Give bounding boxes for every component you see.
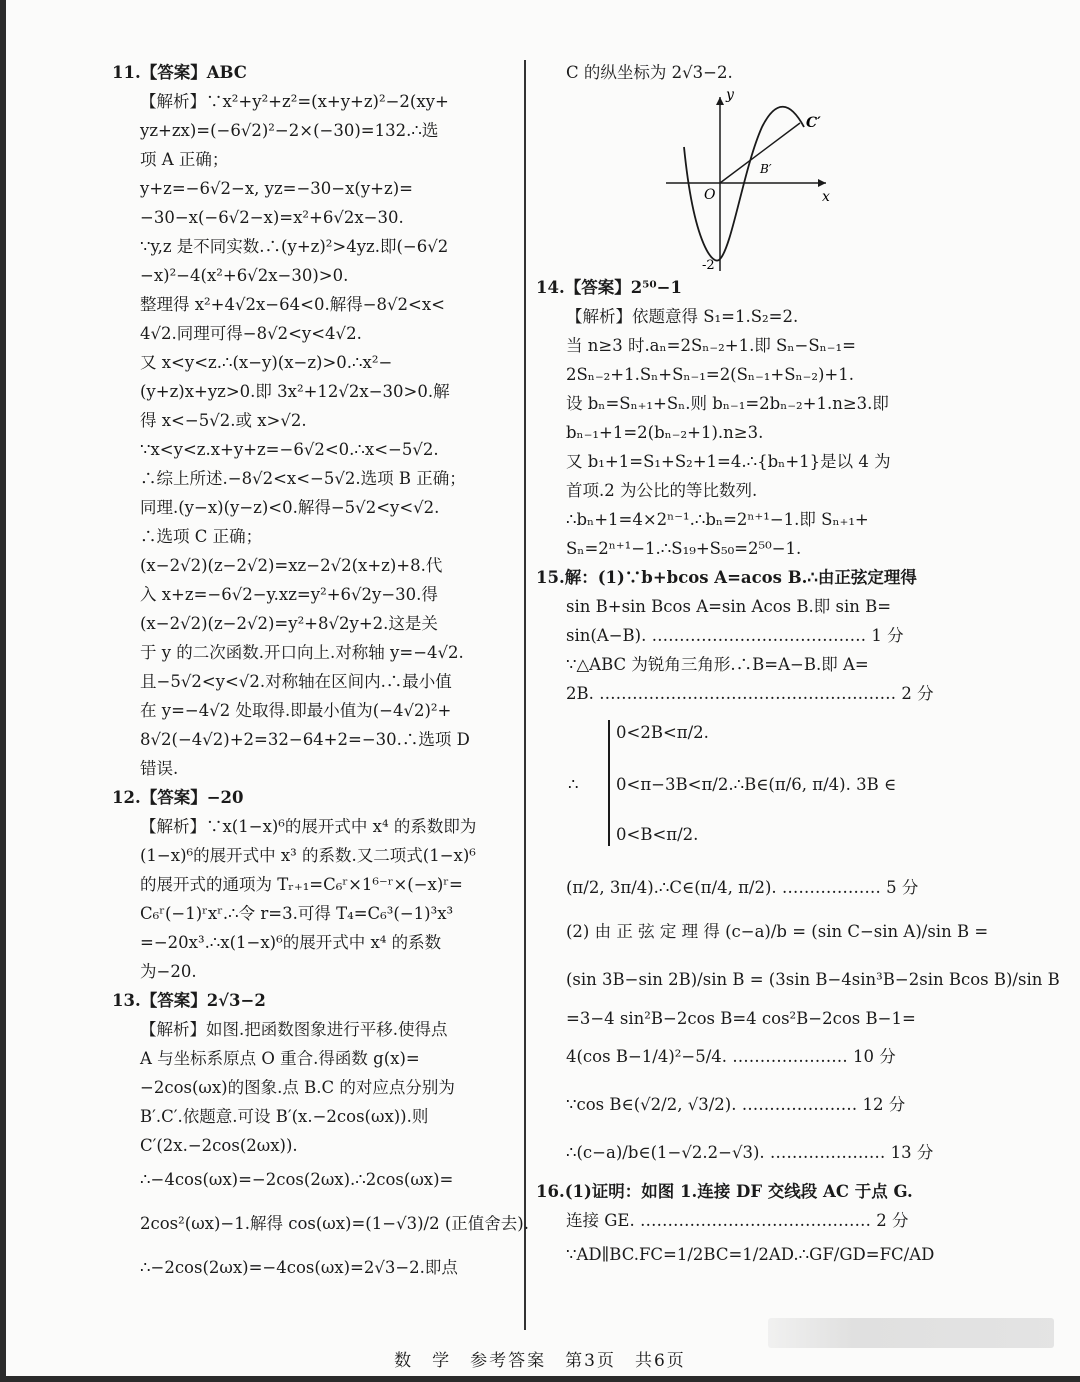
q12-line: 的展开式的通项为 Tᵣ₊₁=C₆ʳ×1⁶⁻ʳ×(−x)ʳ= (140, 875, 463, 894)
point-b-label: B′ (760, 162, 772, 176)
q11-line: (y+z)x+yz>0.即 3x²+12√2x−30>0.解 (140, 382, 450, 401)
q16-line: ∵AD∥BC.FC=1/2BC=1/2AD.∴GF/GD=FC/AD (566, 1245, 935, 1264)
q14-answer: 14.【答案】2⁵⁰−1 (536, 278, 682, 297)
q14-line: Sₙ=2ⁿ⁺¹−1.∴S₁₉+S₅₀=2⁵⁰−1. (566, 539, 802, 558)
q11-line: 错误. (140, 759, 179, 778)
q14-line: 2Sₙ₋₂+1.Sₙ+Sₙ₋₁=2(Sₙ₋₁+Sₙ₋₂)+1. (566, 365, 854, 384)
q15-heading: 15.解：(1)∵b+bcos A=acos B.∴由正弦定理得 (536, 568, 917, 587)
q12-line: =−20x³.∴x(1−x)⁶的展开式中 x⁴ 的系数 (140, 933, 442, 952)
q15-line: 4(cos B−1/4)²−5/4. ………………… 10 分 (566, 1047, 896, 1066)
q12-answer: 12.【答案】−20 (112, 788, 244, 807)
q11-line: y+z=−6√2−x, yz=−30−x(y+z)= (140, 179, 413, 198)
q11-line: 同理.(y−x)(y−z)<0.解得−5√2<y<√2. (140, 498, 440, 517)
q11-line: 又 x<y<z.∴(x−y)(x−z)>0.∴x²− (140, 353, 393, 372)
page-edge-bottom (0, 1376, 1080, 1382)
column-divider (524, 60, 526, 1330)
system-line: 0<π−3B<π/2.∴B∈(π/6, π/4). 3B ∈ (616, 775, 897, 794)
q11-line: ∴选项 C 正确； (140, 527, 263, 546)
y-axis-arrow (716, 97, 724, 105)
q15-line: (2) 由 正 弦 定 理 得 (c−a)/b = (sin C−sin A)/sin B = (566, 922, 989, 941)
right-column (536, 58, 1060, 1275)
q11-line: 整理得 x²+4√2x−64<0.解得−8√2<x< (140, 295, 445, 314)
minus-two-label: -2 (702, 258, 715, 273)
q13-line: 【解析】如图.把函数图象进行平移.使得点 (140, 1020, 448, 1039)
page-footer: 数 学 参考答案 第3页 共6页 (394, 1351, 686, 1371)
q14-line: 设 bₙ=Sₙ₊₁+Sₙ.则 bₙ₋₁=2bₙ₋₂+1.n≥3.即 (566, 394, 889, 413)
q15-line: 2B. ……………………………………………… 2 分 (566, 684, 934, 703)
q15-line: ∵△ABC 为锐角三角形.∴B=A−B.即 A= (566, 655, 869, 674)
q14-line: 当 n≥3 时.aₙ=2Sₙ₋₂+1.即 Sₙ−Sₙ₋₁= (566, 336, 856, 355)
q11-line: 8√2(−4√2)+2=32−64+2=−30.∴选项 D (140, 730, 470, 749)
q11-line: 4√2.同理可得−8√2<y<4√2. (140, 324, 362, 343)
q15-line: ∴(c−a)/b∈(1−√2.2−√3). ………………… 13 分 (566, 1143, 934, 1162)
q13-answer: 13.【答案】2√3−2 (112, 991, 266, 1010)
q16-heading: 16.(1)证明：如图 1.连接 DF 交线段 AC 于点 G. (536, 1182, 913, 1201)
q11-line: 【解析】∵x²+y²+z²=(x+y+z)²−2(xy+ (140, 92, 449, 111)
graph-figure (666, 87, 846, 273)
cosine-graph (536, 87, 956, 273)
q11-line: ∵x<y<z.x+y+z=−6√2<0.∴x<−5√2. (140, 440, 439, 459)
q11-answer: 11.【答案】ABC (112, 63, 247, 82)
q11-line: −x)²−4(x²+6√2x−30)>0. (140, 266, 349, 285)
q13-line: ∴−4cos(ωx)=−2cos(2ωx).∴2cos(ωx)= (140, 1170, 454, 1189)
q11-line: 得 x<−5√2.或 x>√2. (140, 411, 307, 430)
q15-line: (π/2, 3π/4).∴C∈(π/4, π/2). ……………… 5 分 (566, 878, 919, 897)
q11-line: ∴综上所述.−8√2<x<−5√2.选项 B 正确； (140, 469, 466, 488)
q13-line: C′(2x.−2cos(2ωx)). (140, 1136, 298, 1155)
y-axis-label: y (726, 87, 734, 103)
q15-line: (sin 3B−sin 2B)/sin B = (3sin B−4sin³B−2sin Bcos B)/sin B (566, 970, 1060, 989)
q11-line: (x−2√2)(z−2√2)=y²+8√2y+2.这是关 (140, 614, 438, 633)
q14-line: bₙ₋₁+1=2(bₙ₋₂+1).n≥3. (566, 423, 764, 442)
q11-line: (x−2√2)(z−2√2)=xz−2√2(x+z)+8.代 (140, 556, 443, 575)
left-brace (608, 720, 613, 846)
q14-line: ∴bₙ+1=4×2ⁿ⁻¹.∴bₙ=2ⁿ⁺¹−1.即 Sₙ₊₁+ (566, 510, 869, 529)
q12-line: 为−20. (140, 962, 197, 981)
q11-line: 项 A 正确； (140, 150, 229, 169)
q11-line: 入 x+z=−6√2−y.xz=y²+6√2y−30.得 (140, 585, 438, 604)
q15-line: sin(A−B). ………………………………… 1 分 (566, 626, 904, 645)
therefore-symbol: ∴ (568, 775, 579, 794)
x-axis-arrow (818, 179, 826, 187)
q14-line: 又 b₁+1=S₁+S₂+1=4.∴{bₙ+1}是以 4 为 (566, 452, 891, 471)
q13-line: 2cos²(ωx)−1.解得 cos(ωx)=(1−√3)/2 (正值舍去). (140, 1214, 529, 1233)
page-edge-left (0, 0, 6, 1382)
q11-line: 且−5√2<y<√2.对称轴在区间内.∴最小值 (140, 672, 452, 691)
q12-line: C₆ʳ(−1)ʳxʳ.∴令 r=3.可得 T₄=C₆³(−1)³x³ (140, 904, 454, 923)
q11-line: 于 y 的二次函数.开口向上.对称轴 y=−4√2. (140, 643, 464, 662)
inequality-system (536, 712, 956, 862)
q15-line: sin B+sin Bcos A=sin Acos B.即 sin B= (566, 597, 892, 616)
system-line: 0<B<π/2. (616, 825, 699, 844)
q11-line: yz+zx)=(−6√2)²−2×(−30)=132.∴选 (140, 121, 439, 140)
q14-line: 首项.2 为公比的等比数列. (566, 481, 758, 500)
q12-line: 【解析】∵x(1−x)⁶的展开式中 x⁴ 的系数即为 (140, 817, 477, 836)
q11-line: 在 y=−4√2 处取得.即最小值为(−4√2)²+ (140, 701, 452, 720)
q15-line: =3−4 sin²B−2cos B=4 cos²B−2cos B−1= (566, 1009, 916, 1028)
q16-line: 连接 GE. …………………………………… 2 分 (566, 1211, 909, 1230)
q15-line: ∵cos B∈(√2/2, √3/2). ………………… 12 分 (566, 1095, 906, 1114)
q13-line: ∴−2cos(2ωx)=−4cos(ωx)=2√3−2.即点 (140, 1258, 458, 1277)
left-column (112, 58, 529, 1288)
q13-continued: C 的纵坐标为 2√3−2. (566, 63, 733, 82)
x-axis-label: x (822, 189, 830, 205)
origin-label: O (704, 187, 716, 203)
q14-line: 【解析】依题意得 S₁=1.S₂=2. (566, 307, 799, 326)
q11-line: −30−x(−6√2−x)=x²+6√2x−30. (140, 208, 404, 227)
q13-line: A 与坐标系原点 O 重合.得函数 g(x)= (140, 1049, 420, 1068)
q13-line: B′.C′.依题意.可设 B′(x.−2cos(ωx)).则 (140, 1107, 429, 1126)
system-line: 0<2B<π/2. (616, 723, 709, 742)
q13-line: −2cos(ωx)的图象.点 B.C 的对应点分别为 (140, 1078, 455, 1097)
point-c-label: C′ (806, 115, 821, 131)
q12-line: (1−x)⁶的展开式中 x³ 的系数.又二项式(1−x)⁶ (140, 846, 476, 865)
q11-line: ∵y,z 是不同实数.∴(y+z)²>4yz.即(−6√2 (140, 237, 449, 256)
blurred-watermark (768, 1318, 1054, 1348)
